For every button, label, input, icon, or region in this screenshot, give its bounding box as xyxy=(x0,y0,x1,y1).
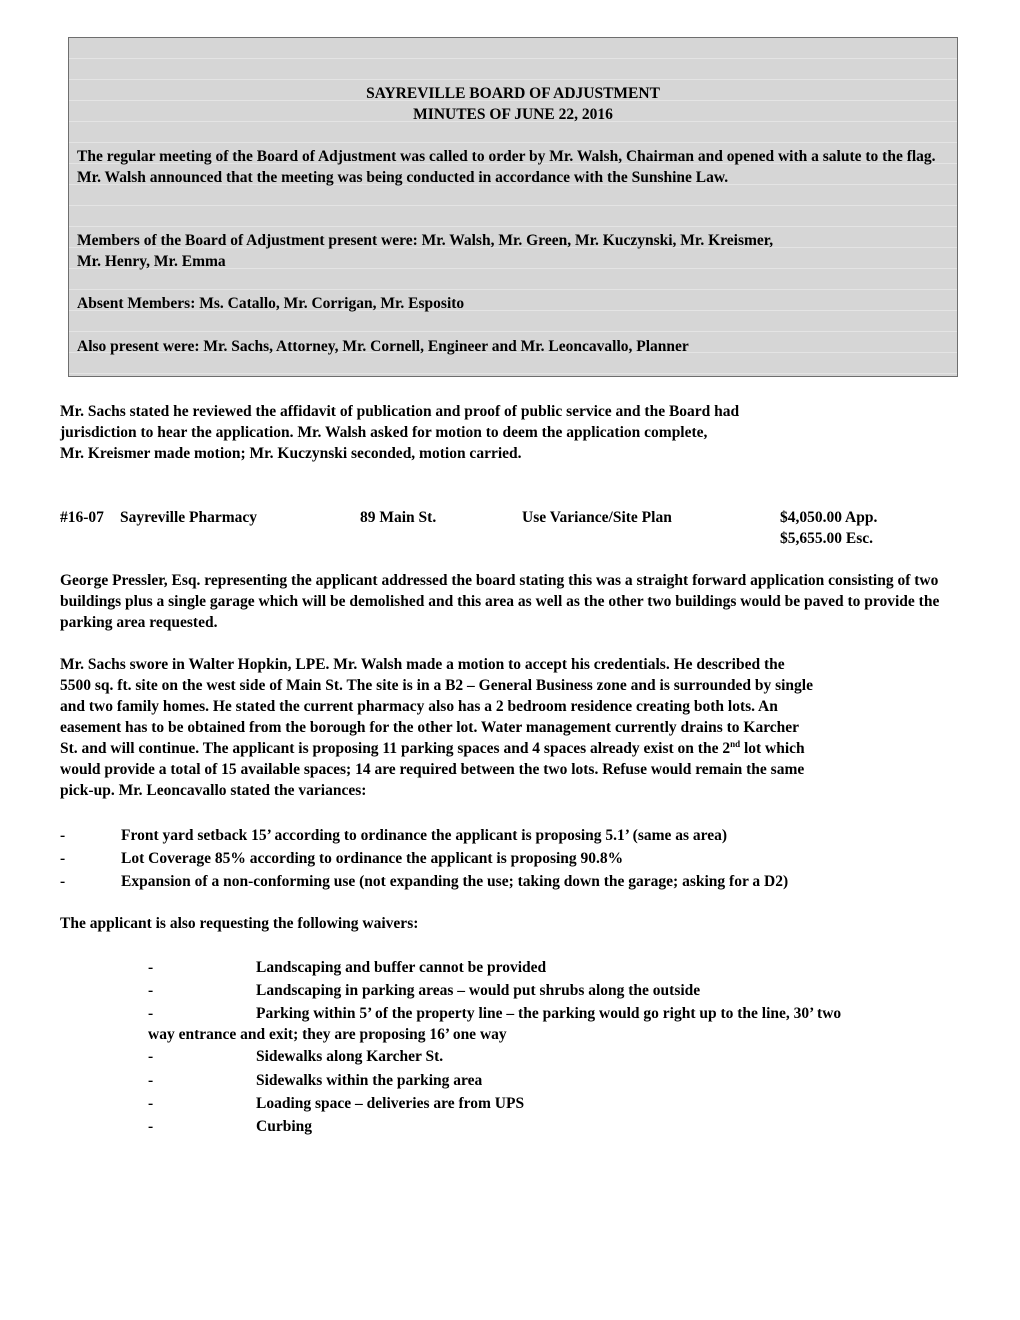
application-number: #16-07 xyxy=(60,509,104,526)
waiver-dash: - xyxy=(148,1118,154,1135)
application-fee: $4,050.00 App. xyxy=(780,509,878,526)
hopkin-line-3: and two family homes. He stated the current pharmacy also has a 2 bedroom residence creating both lots. An xyxy=(60,698,778,715)
waiver-dash: - xyxy=(148,959,154,976)
hopkin-line-5: St. and will continue. The applicant is proposing 11 parking spaces and 4 spaces already exist on the 2nd lot which xyxy=(60,738,805,757)
waiver-dash: - xyxy=(148,982,154,999)
opening-paragraph: The regular meeting of the Board of Adjustment was called to order by Mr. Walsh, Chairman and opened with a salute to the flag. Mr. Walsh announced that the meeting was being conducted in accordance with the Sunshine Law. xyxy=(77,148,936,186)
escrow-fee: $5,655.00 Esc. xyxy=(780,530,873,547)
variance-item: Expansion of a non-conforming use (not expanding the use; taking down the garage; asking for a D2) xyxy=(121,873,789,890)
application-name: Sayreville Pharmacy xyxy=(120,509,258,526)
hopkin-line-6: would provide a total of 15 available spaces; 14 are required between the two lots. Refuse would remain the same xyxy=(60,761,805,778)
waiver-item-wrap: way entrance and exit; they are proposing 16’ one way xyxy=(148,1026,507,1043)
application-address: 89 Main St. xyxy=(360,509,437,526)
intro-line-3: Mr. Kreismer made motion; Mr. Kuczynski seconded, motion carried. xyxy=(60,445,522,462)
hopkin-line-2: 5500 sq. ft. site on the west side of Main St. The site is in a B2 – General Business zone and is surrounded by single xyxy=(60,677,813,694)
document-title: SAYREVILLE BOARD OF ADJUSTMENT xyxy=(366,85,660,102)
waiver-item: Sidewalks within the parking area xyxy=(256,1072,483,1089)
hopkin-line-1: Mr. Sachs swore in Walter Hopkin, LPE. Mr. Walsh made a motion to accept his credentials. He described the xyxy=(60,656,785,673)
waiver-item: Landscaping in parking areas – would put shrubs along the outside xyxy=(256,982,701,999)
also-present: Also present were: Mr. Sachs, Attorney, Mr. Cornell, Engineer and Mr. Leoncavallo, Planner xyxy=(77,338,689,355)
waiver-item: Curbing xyxy=(256,1118,312,1135)
variance-item: Front yard setback 15’ according to ordinance the applicant is proposing 5.1’ (same as area) xyxy=(121,827,728,844)
intro-line-2: jurisdiction to hear the application. Mr. Walsh asked for motion to deem the application complete, xyxy=(60,424,708,441)
waivers-intro: The applicant is also requesting the following waivers: xyxy=(60,915,419,932)
hopkin-line-4: easement has to be obtained from the borough for the other lot. Water management currently drains to Karcher xyxy=(60,719,800,736)
waiver-item: Sidewalks along Karcher St. xyxy=(256,1048,444,1065)
waiver-dash: - xyxy=(148,1005,154,1022)
waiver-item: Loading space – deliveries are from UPS xyxy=(256,1095,525,1112)
waiver-dash: - xyxy=(148,1095,154,1112)
variance-dash: - xyxy=(60,873,66,890)
members-present-line-1: Members of the Board of Adjustment present were: Mr. Walsh, Mr. Green, Mr. Kuczynski, Mr. Kreismer, xyxy=(77,232,774,249)
waiver-dash: - xyxy=(148,1048,154,1065)
absent-members: Absent Members: Ms. Catallo, Mr. Corrigan, Mr. Esposito xyxy=(77,295,465,312)
waiver-dash: - xyxy=(148,1072,154,1089)
pressler-paragraph: George Pressler, Esq. representing the applicant addressed the board stating this was a straight forward application consisting of two buildings plus a single garage which will be demolished and this area as well as the other two buildings would be paved to provide the parking area requested. xyxy=(60,572,940,631)
application-type: Use Variance/Site Plan xyxy=(522,509,672,526)
document-subtitle: MINUTES OF JUNE 22, 2016 xyxy=(413,106,613,123)
intro-line-1: Mr. Sachs stated he reviewed the affidavit of publication and proof of public service and the Board had xyxy=(60,403,740,420)
variance-item: Lot Coverage 85% according to ordinance the applicant is proposing 90.8% xyxy=(121,850,624,867)
hopkin-line-7: pick-up. Mr. Leoncavallo stated the variances: xyxy=(60,782,367,799)
waiver-item: Landscaping and buffer cannot be provided xyxy=(256,959,547,976)
variance-dash: - xyxy=(60,850,66,867)
members-present-line-2: Mr. Henry, Mr. Emma xyxy=(77,253,226,270)
variance-dash: - xyxy=(60,827,66,844)
waiver-item: Parking within 5’ of the property line – the parking would go right up to the line, 30’ two xyxy=(256,1005,842,1022)
